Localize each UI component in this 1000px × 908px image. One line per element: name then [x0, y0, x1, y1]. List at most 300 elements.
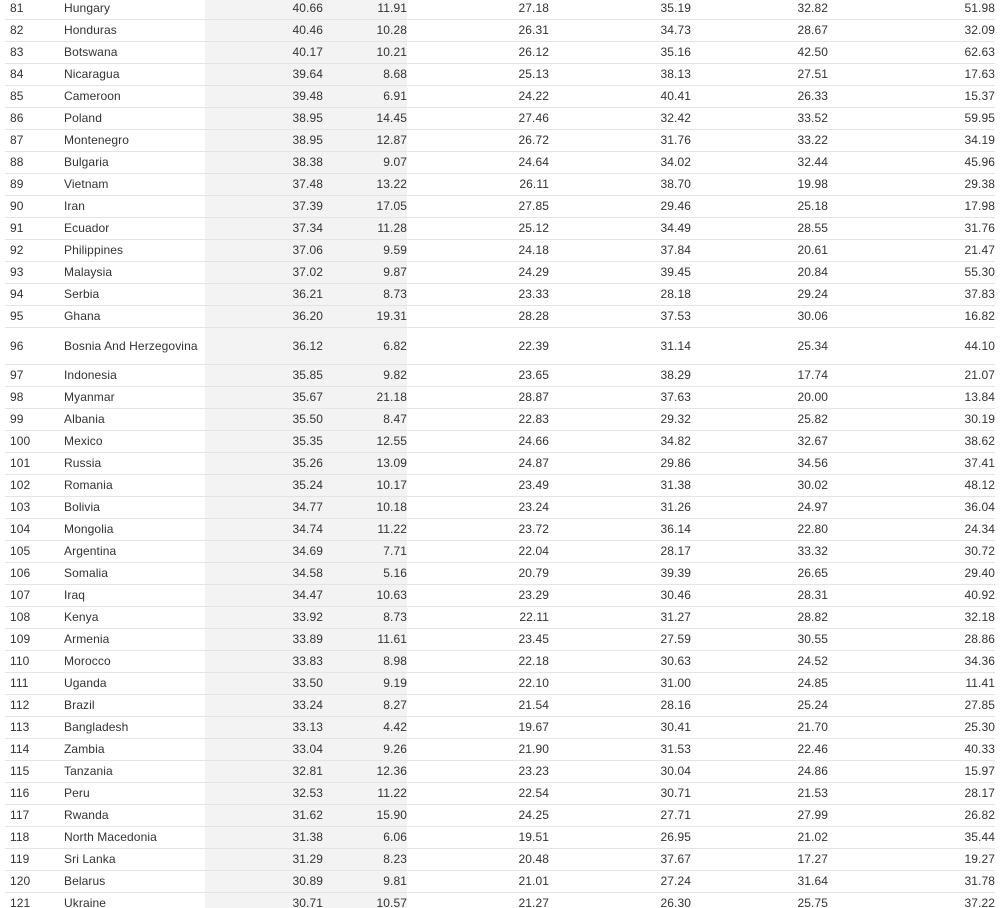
value-cell-5: 24.97	[691, 497, 828, 519]
value-cell-6: 21.47	[828, 240, 995, 262]
value-cell-4: 35.16	[549, 42, 691, 64]
rank-cell: 107	[5, 585, 57, 607]
country-cell: Somalia	[57, 563, 205, 585]
rank-cell: 92	[5, 240, 57, 262]
value-cell-2: 6.06	[323, 827, 407, 849]
country-cell: Kenya	[57, 607, 205, 629]
value-cell-4: 30.46	[549, 585, 691, 607]
value-cell-6: 37.83	[828, 284, 995, 306]
rank-cell: 82	[5, 20, 57, 42]
country-cell: Tanzania	[57, 761, 205, 783]
rank-cell: 99	[5, 409, 57, 431]
country-cell: Morocco	[57, 651, 205, 673]
rank-cell: 86	[5, 108, 57, 130]
country-cell: Armenia	[57, 629, 205, 651]
value-cell-2: 11.22	[323, 783, 407, 805]
value-cell-3: 23.49	[407, 475, 549, 497]
value-cell-2: 13.22	[323, 174, 407, 196]
country-cell: Hungary	[57, 0, 205, 20]
value-cell-6: 34.36	[828, 651, 995, 673]
country-cell: Ukraine	[57, 893, 205, 908]
value-cell-3: 22.18	[407, 651, 549, 673]
rank-cell: 98	[5, 387, 57, 409]
value-cell-5: 33.52	[691, 108, 828, 130]
value-cell-6: 59.95	[828, 108, 995, 130]
value-cell-3: 21.27	[407, 893, 549, 908]
value-cell-4: 37.63	[549, 387, 691, 409]
rank-cell: 105	[5, 541, 57, 563]
value-cell-4: 28.17	[549, 541, 691, 563]
value-cell-4: 38.70	[549, 174, 691, 196]
value-cell-2: 8.23	[323, 849, 407, 871]
rank-cell: 89	[5, 174, 57, 196]
value-cell-3: 22.83	[407, 409, 549, 431]
value-cell-3: 20.48	[407, 849, 549, 871]
rank-cell: 85	[5, 86, 57, 108]
value-cell-1: 35.50	[205, 409, 323, 431]
value-cell-4: 32.42	[549, 108, 691, 130]
rank-cell: 121	[5, 893, 57, 908]
value-cell-1: 40.46	[205, 20, 323, 42]
table-row	[5, 196, 995, 218]
value-cell-5: 22.80	[691, 519, 828, 541]
table-row	[5, 673, 995, 695]
value-cell-4: 38.29	[549, 365, 691, 387]
value-cell-2: 13.09	[323, 453, 407, 475]
value-cell-3: 23.45	[407, 629, 549, 651]
value-cell-4: 31.53	[549, 739, 691, 761]
rank-cell: 115	[5, 761, 57, 783]
value-cell-6: 15.37	[828, 86, 995, 108]
table-row	[5, 152, 995, 174]
value-cell-1: 37.48	[205, 174, 323, 196]
value-cell-5: 24.85	[691, 673, 828, 695]
table-row	[5, 108, 995, 130]
value-cell-3: 26.11	[407, 174, 549, 196]
country-cell: Rwanda	[57, 805, 205, 827]
country-cell: Botswana	[57, 42, 205, 64]
value-cell-3: 23.29	[407, 585, 549, 607]
value-cell-5: 26.65	[691, 563, 828, 585]
ranking-table-container	[5, 0, 995, 908]
value-cell-5: 30.55	[691, 629, 828, 651]
value-cell-1: 37.06	[205, 240, 323, 262]
value-cell-3: 25.12	[407, 218, 549, 240]
country-cell: Albania	[57, 409, 205, 431]
table-row	[5, 328, 995, 365]
country-cell: Nicaragua	[57, 64, 205, 86]
value-cell-5: 28.67	[691, 20, 828, 42]
value-cell-3: 24.87	[407, 453, 549, 475]
table-row	[5, 761, 995, 783]
value-cell-5: 17.74	[691, 365, 828, 387]
value-cell-4: 35.19	[549, 0, 691, 20]
value-cell-1: 31.29	[205, 849, 323, 871]
value-cell-2: 6.82	[323, 328, 407, 365]
value-cell-4: 39.45	[549, 262, 691, 284]
value-cell-2: 9.87	[323, 262, 407, 284]
value-cell-5: 19.98	[691, 174, 828, 196]
value-cell-2: 12.87	[323, 130, 407, 152]
value-cell-3: 23.33	[407, 284, 549, 306]
value-cell-6: 17.98	[828, 196, 995, 218]
value-cell-5: 31.64	[691, 871, 828, 893]
value-cell-3: 22.10	[407, 673, 549, 695]
rank-cell: 94	[5, 284, 57, 306]
value-cell-5: 20.00	[691, 387, 828, 409]
table-row	[5, 240, 995, 262]
country-cell: Bolivia	[57, 497, 205, 519]
value-cell-4: 34.82	[549, 431, 691, 453]
value-cell-1: 30.71	[205, 893, 323, 908]
value-cell-3: 27.18	[407, 0, 549, 20]
value-cell-2: 8.98	[323, 651, 407, 673]
value-cell-4: 34.49	[549, 218, 691, 240]
value-cell-6: 34.19	[828, 130, 995, 152]
rank-cell: 117	[5, 805, 57, 827]
value-cell-1: 40.66	[205, 0, 323, 20]
country-cell: Cameroon	[57, 86, 205, 108]
value-cell-1: 34.74	[205, 519, 323, 541]
value-cell-2: 10.28	[323, 20, 407, 42]
value-cell-2: 10.21	[323, 42, 407, 64]
value-cell-3: 28.87	[407, 387, 549, 409]
value-cell-3: 23.72	[407, 519, 549, 541]
value-cell-2: 19.31	[323, 306, 407, 328]
rank-cell: 116	[5, 783, 57, 805]
value-cell-5: 27.51	[691, 64, 828, 86]
value-cell-1: 33.24	[205, 695, 323, 717]
value-cell-1: 35.26	[205, 453, 323, 475]
country-cell: Mexico	[57, 431, 205, 453]
country-cell: Serbia	[57, 284, 205, 306]
value-cell-5: 27.99	[691, 805, 828, 827]
value-cell-2: 9.19	[323, 673, 407, 695]
rank-cell: 95	[5, 306, 57, 328]
value-cell-3: 24.18	[407, 240, 549, 262]
value-cell-3: 24.29	[407, 262, 549, 284]
value-cell-6: 16.82	[828, 306, 995, 328]
value-cell-2: 14.45	[323, 108, 407, 130]
table-row	[5, 218, 995, 240]
rank-cell: 113	[5, 717, 57, 739]
table-row	[5, 783, 995, 805]
value-cell-4: 29.46	[549, 196, 691, 218]
rank-cell: 106	[5, 563, 57, 585]
value-cell-5: 24.86	[691, 761, 828, 783]
value-cell-1: 32.53	[205, 783, 323, 805]
value-cell-4: 31.00	[549, 673, 691, 695]
value-cell-6: 27.85	[828, 695, 995, 717]
rank-cell: 83	[5, 42, 57, 64]
value-cell-6: 30.72	[828, 541, 995, 563]
value-cell-6: 24.34	[828, 519, 995, 541]
value-cell-1: 33.04	[205, 739, 323, 761]
value-cell-6: 21.07	[828, 365, 995, 387]
value-cell-3: 21.90	[407, 739, 549, 761]
value-cell-6: 40.33	[828, 739, 995, 761]
country-cell: Bulgaria	[57, 152, 205, 174]
country-cell: Montenegro	[57, 130, 205, 152]
table-row	[5, 42, 995, 64]
value-cell-2: 5.16	[323, 563, 407, 585]
table-row	[5, 629, 995, 651]
value-cell-1: 33.50	[205, 673, 323, 695]
rank-cell: 112	[5, 695, 57, 717]
table-row	[5, 607, 995, 629]
value-cell-6: 29.40	[828, 563, 995, 585]
value-cell-6: 19.27	[828, 849, 995, 871]
table-row	[5, 0, 995, 20]
table-body	[5, 0, 995, 908]
value-cell-4: 30.63	[549, 651, 691, 673]
table-row	[5, 262, 995, 284]
value-cell-3: 24.64	[407, 152, 549, 174]
rank-cell: 104	[5, 519, 57, 541]
table-row	[5, 497, 995, 519]
value-cell-2: 9.07	[323, 152, 407, 174]
country-cell: Romania	[57, 475, 205, 497]
value-cell-6: 48.12	[828, 475, 995, 497]
value-cell-1: 35.85	[205, 365, 323, 387]
country-cell: Myanmar	[57, 387, 205, 409]
value-cell-6: 25.30	[828, 717, 995, 739]
table-row	[5, 475, 995, 497]
value-cell-3: 24.66	[407, 431, 549, 453]
value-cell-6: 15.97	[828, 761, 995, 783]
country-cell: Peru	[57, 783, 205, 805]
table-row	[5, 871, 995, 893]
value-cell-6: 11.41	[828, 673, 995, 695]
country-cell: Indonesia	[57, 365, 205, 387]
ranking-table	[5, 0, 995, 908]
value-cell-1: 34.58	[205, 563, 323, 585]
value-cell-3: 19.51	[407, 827, 549, 849]
table-row	[5, 739, 995, 761]
value-cell-2: 11.22	[323, 519, 407, 541]
table-row	[5, 563, 995, 585]
country-cell: Bangladesh	[57, 717, 205, 739]
table-row	[5, 431, 995, 453]
value-cell-6: 32.09	[828, 20, 995, 42]
table-row	[5, 409, 995, 431]
value-cell-3: 22.54	[407, 783, 549, 805]
value-cell-1: 33.13	[205, 717, 323, 739]
value-cell-3: 24.22	[407, 86, 549, 108]
value-cell-2: 10.63	[323, 585, 407, 607]
value-cell-2: 15.90	[323, 805, 407, 827]
value-cell-5: 21.02	[691, 827, 828, 849]
table-row	[5, 387, 995, 409]
value-cell-5: 32.44	[691, 152, 828, 174]
value-cell-1: 33.83	[205, 651, 323, 673]
value-cell-3: 22.39	[407, 328, 549, 365]
table-row	[5, 827, 995, 849]
value-cell-1: 39.64	[205, 64, 323, 86]
value-cell-6: 30.19	[828, 409, 995, 431]
table-row	[5, 585, 995, 607]
country-cell: Iraq	[57, 585, 205, 607]
value-cell-1: 39.48	[205, 86, 323, 108]
value-cell-1: 37.39	[205, 196, 323, 218]
table-row	[5, 365, 995, 387]
value-cell-4: 31.14	[549, 328, 691, 365]
value-cell-1: 30.89	[205, 871, 323, 893]
rank-cell: 108	[5, 607, 57, 629]
rank-cell: 91	[5, 218, 57, 240]
table-row	[5, 695, 995, 717]
value-cell-1: 34.47	[205, 585, 323, 607]
value-cell-5: 17.27	[691, 849, 828, 871]
value-cell-3: 28.28	[407, 306, 549, 328]
value-cell-6: 29.38	[828, 174, 995, 196]
value-cell-5: 29.24	[691, 284, 828, 306]
value-cell-6: 13.84	[828, 387, 995, 409]
value-cell-3: 27.85	[407, 196, 549, 218]
value-cell-3: 23.65	[407, 365, 549, 387]
value-cell-1: 34.77	[205, 497, 323, 519]
value-cell-3: 21.01	[407, 871, 549, 893]
value-cell-1: 36.21	[205, 284, 323, 306]
value-cell-2: 17.05	[323, 196, 407, 218]
value-cell-5: 21.53	[691, 783, 828, 805]
value-cell-6: 44.10	[828, 328, 995, 365]
value-cell-1: 35.24	[205, 475, 323, 497]
rank-cell: 118	[5, 827, 57, 849]
value-cell-3: 19.67	[407, 717, 549, 739]
value-cell-4: 27.71	[549, 805, 691, 827]
value-cell-4: 26.30	[549, 893, 691, 908]
value-cell-2: 12.55	[323, 431, 407, 453]
value-cell-5: 28.55	[691, 218, 828, 240]
country-cell: Russia	[57, 453, 205, 475]
value-cell-3: 25.13	[407, 64, 549, 86]
value-cell-1: 33.89	[205, 629, 323, 651]
value-cell-3: 22.11	[407, 607, 549, 629]
value-cell-6: 32.18	[828, 607, 995, 629]
value-cell-4: 31.76	[549, 130, 691, 152]
rank-cell: 103	[5, 497, 57, 519]
country-cell: Honduras	[57, 20, 205, 42]
value-cell-3: 23.23	[407, 761, 549, 783]
value-cell-6: 17.63	[828, 64, 995, 86]
rank-cell: 119	[5, 849, 57, 871]
table-row	[5, 453, 995, 475]
value-cell-6: 28.86	[828, 629, 995, 651]
country-cell: Poland	[57, 108, 205, 130]
value-cell-6: 36.04	[828, 497, 995, 519]
value-cell-5: 22.46	[691, 739, 828, 761]
value-cell-4: 31.27	[549, 607, 691, 629]
rank-cell: 96	[5, 328, 57, 365]
value-cell-2: 8.68	[323, 64, 407, 86]
value-cell-5: 33.22	[691, 130, 828, 152]
table-row	[5, 20, 995, 42]
value-cell-2: 9.59	[323, 240, 407, 262]
value-cell-5: 28.31	[691, 585, 828, 607]
value-cell-3: 20.79	[407, 563, 549, 585]
value-cell-2: 9.81	[323, 871, 407, 893]
value-cell-4: 34.02	[549, 152, 691, 174]
value-cell-6: 62.63	[828, 42, 995, 64]
value-cell-2: 7.71	[323, 541, 407, 563]
value-cell-5: 25.34	[691, 328, 828, 365]
value-cell-4: 37.84	[549, 240, 691, 262]
table-row	[5, 717, 995, 739]
value-cell-4: 36.14	[549, 519, 691, 541]
value-cell-6: 55.30	[828, 262, 995, 284]
table-row	[5, 805, 995, 827]
value-cell-4: 30.41	[549, 717, 691, 739]
country-cell: North Macedonia	[57, 827, 205, 849]
table-row	[5, 130, 995, 152]
rank-cell: 88	[5, 152, 57, 174]
country-cell: Argentina	[57, 541, 205, 563]
value-cell-6: 45.96	[828, 152, 995, 174]
value-cell-6: 37.41	[828, 453, 995, 475]
value-cell-6: 28.17	[828, 783, 995, 805]
rank-cell: 120	[5, 871, 57, 893]
value-cell-6: 26.82	[828, 805, 995, 827]
value-cell-1: 38.38	[205, 152, 323, 174]
table-row	[5, 306, 995, 328]
value-cell-2: 11.28	[323, 218, 407, 240]
value-cell-2: 10.17	[323, 475, 407, 497]
rank-cell: 102	[5, 475, 57, 497]
value-cell-1: 38.95	[205, 108, 323, 130]
country-cell: Ecuador	[57, 218, 205, 240]
value-cell-1: 33.92	[205, 607, 323, 629]
country-cell: Malaysia	[57, 262, 205, 284]
value-cell-3: 26.72	[407, 130, 549, 152]
value-cell-6: 51.98	[828, 0, 995, 20]
value-cell-1: 37.02	[205, 262, 323, 284]
rank-cell: 87	[5, 130, 57, 152]
value-cell-4: 30.04	[549, 761, 691, 783]
rank-cell: 114	[5, 739, 57, 761]
value-cell-2: 11.61	[323, 629, 407, 651]
value-cell-2: 12.36	[323, 761, 407, 783]
value-cell-4: 37.53	[549, 306, 691, 328]
value-cell-5: 34.56	[691, 453, 828, 475]
rank-cell: 81	[5, 0, 57, 20]
value-cell-2: 4.42	[323, 717, 407, 739]
value-cell-2: 8.73	[323, 607, 407, 629]
rank-cell: 109	[5, 629, 57, 651]
value-cell-4: 29.86	[549, 453, 691, 475]
table-row	[5, 849, 995, 871]
table-row	[5, 174, 995, 196]
value-cell-1: 31.38	[205, 827, 323, 849]
value-cell-1: 36.20	[205, 306, 323, 328]
rank-cell: 93	[5, 262, 57, 284]
value-cell-2: 10.57	[323, 893, 407, 908]
value-cell-4: 27.24	[549, 871, 691, 893]
table-row	[5, 284, 995, 306]
value-cell-3: 26.12	[407, 42, 549, 64]
country-cell: Uganda	[57, 673, 205, 695]
value-cell-5: 26.33	[691, 86, 828, 108]
value-cell-4: 31.26	[549, 497, 691, 519]
value-cell-4: 37.67	[549, 849, 691, 871]
value-cell-1: 36.12	[205, 328, 323, 365]
value-cell-2: 8.27	[323, 695, 407, 717]
value-cell-5: 20.61	[691, 240, 828, 262]
country-cell: Ghana	[57, 306, 205, 328]
country-cell: Brazil	[57, 695, 205, 717]
value-cell-4: 26.95	[549, 827, 691, 849]
value-cell-1: 34.69	[205, 541, 323, 563]
